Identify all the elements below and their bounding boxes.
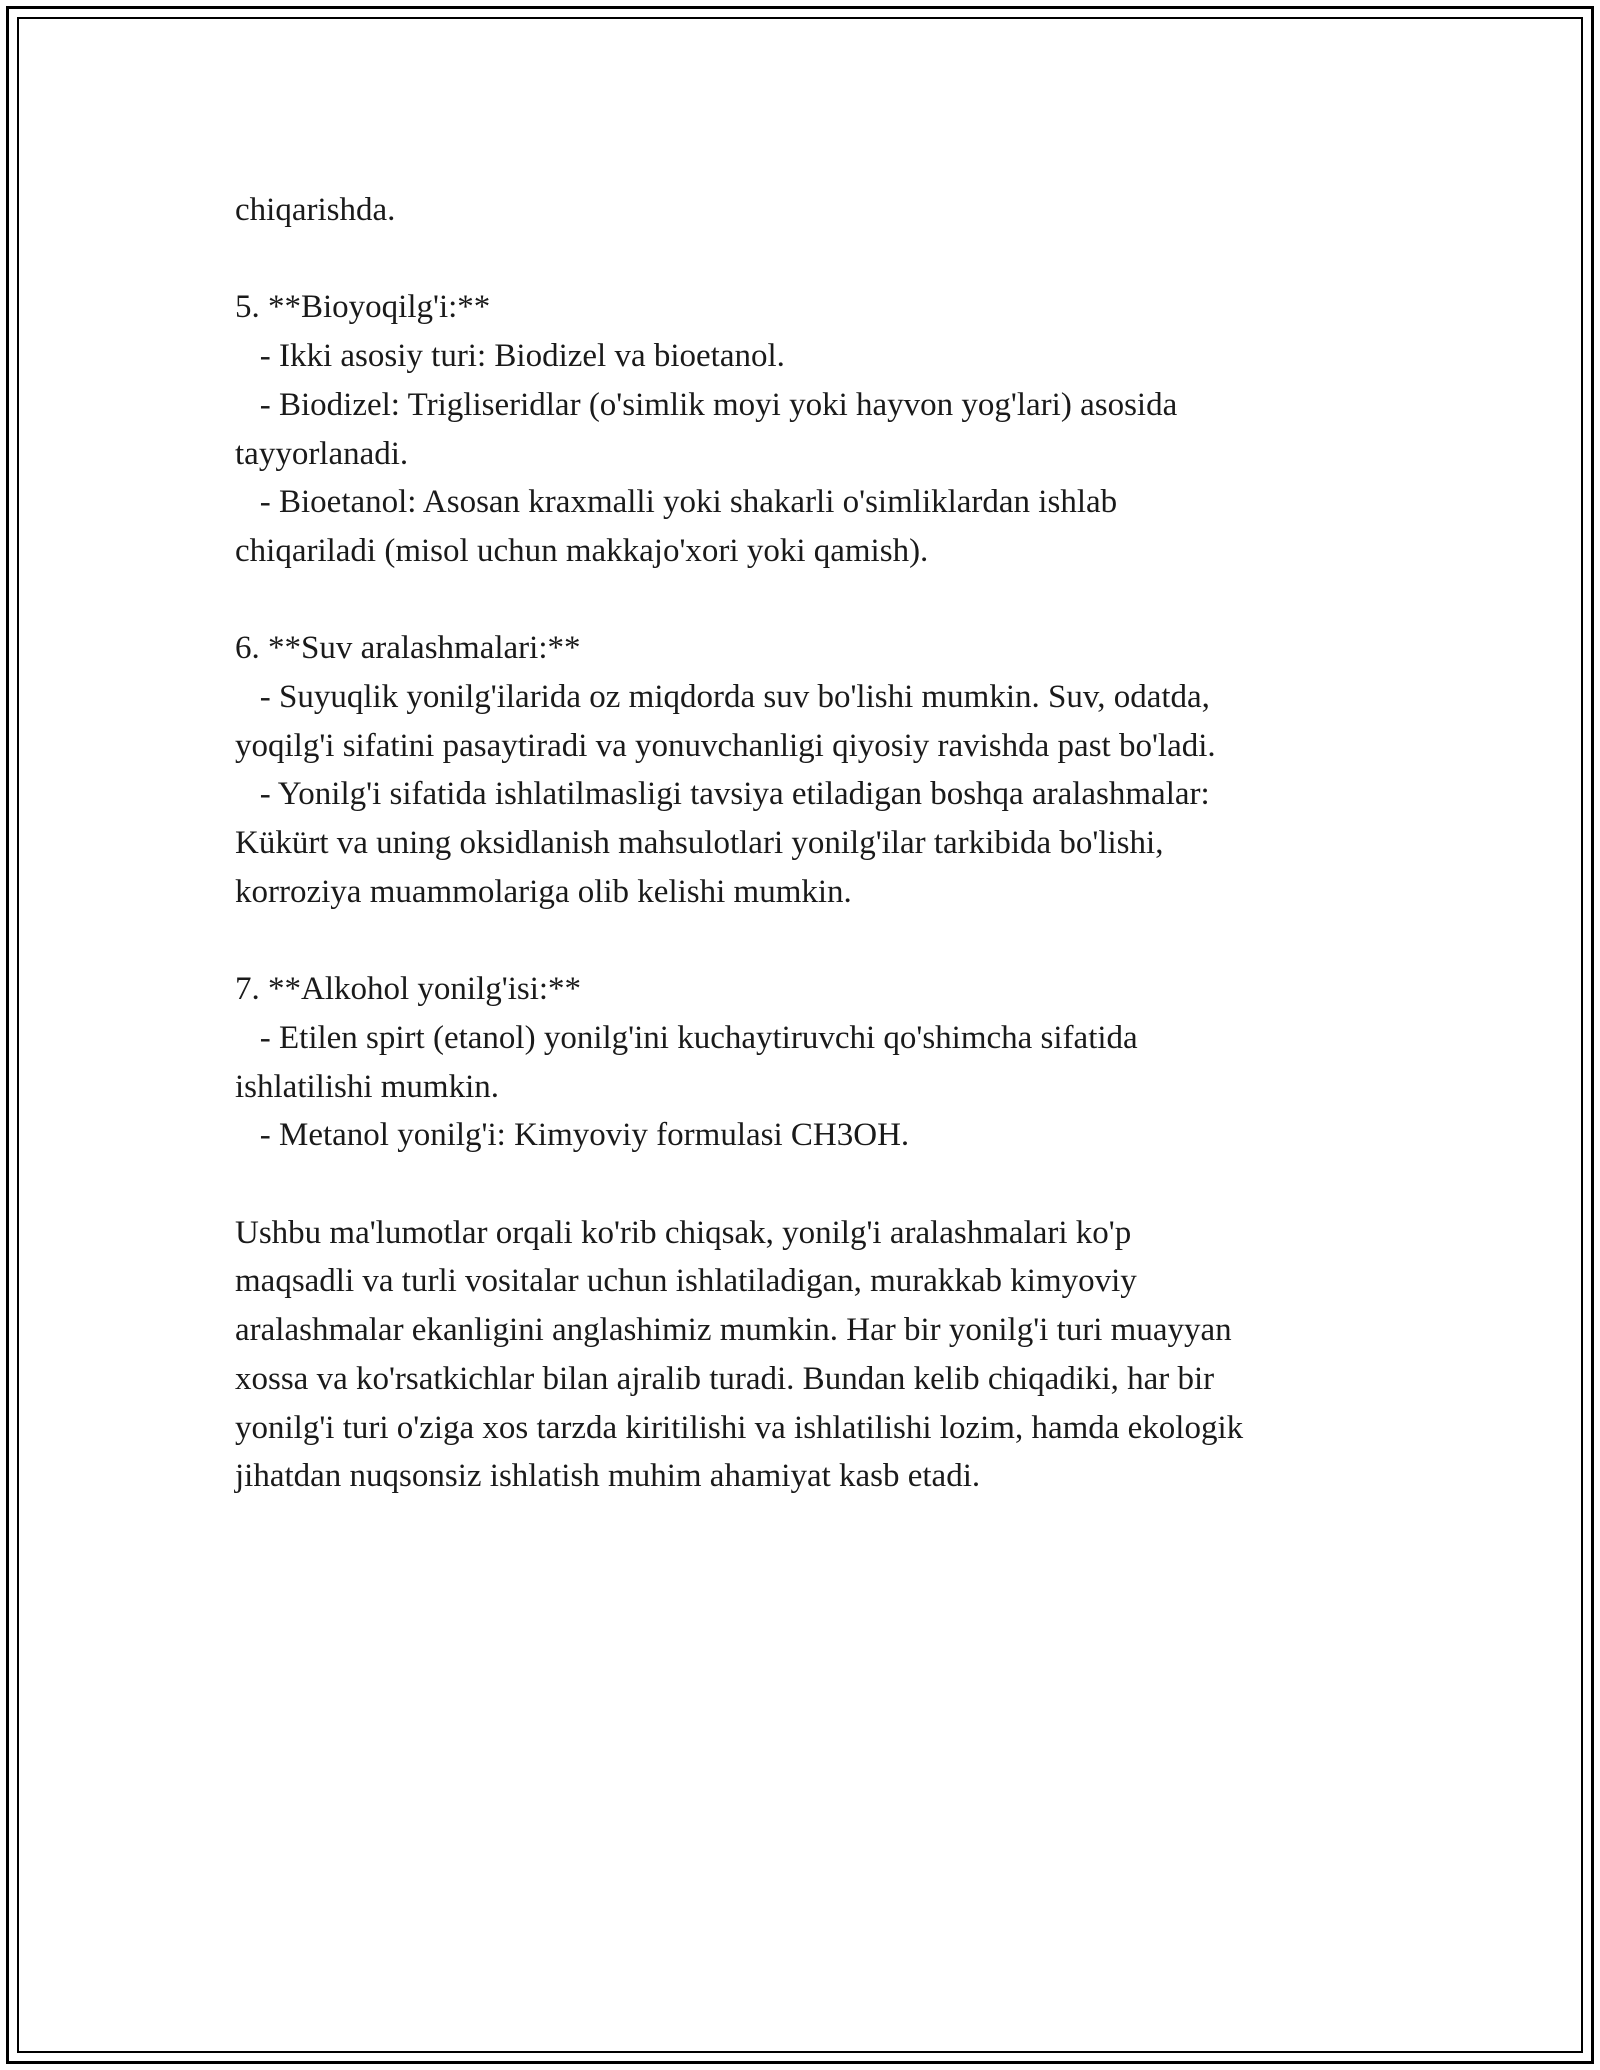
conclusion-line: Ushbu ma'lumotlar orqali ko'rib chiqsak, yonilg'i aralashmalari ko'p: [235, 1214, 1132, 1251]
section-line: - Biodizel: Trigliseridlar (o'simlik moyi yoki hayvon yog'lari) asosida: [235, 386, 1178, 423]
section-alkohol-yonilgisi: [235, 965, 1385, 1160]
intro-tail-line: chiqarishda.: [235, 192, 396, 228]
paragraph-gap: [235, 576, 1385, 625]
section-line: - Bioetanol: Asosan kraxmalli yoki shakarli o'simliklardan ishlab: [235, 484, 1118, 521]
paragraph-gap: [235, 1160, 1385, 1209]
section-bioyoqilgi: [235, 283, 1385, 575]
conclusion-line: yonilg'i turi o'ziga xos tarzda kiritilishi va ishlatilishi lozim, hamda ekologik: [235, 1409, 1244, 1446]
section-line: Kükürt va uning oksidlanish mahsulotlari yonilg'ilar tarkibida bo'lishi,: [235, 825, 1164, 862]
conclusion-line: aralashmalar ekanligini anglashimiz mumkin. Har bir yonilg'i turi muayyan: [235, 1312, 1232, 1349]
section-suv-aralashmalari: [235, 624, 1385, 916]
section-line: - Etilen spirt (etanol) yonilg'ini kuchaytiruvchi qo'shimcha sifatida: [235, 1019, 1138, 1056]
conclusion-line: maqsadli va turli vositalar uchun ishlatiladigan, murakkab kimyoviy: [235, 1263, 1137, 1300]
section-line: - Ikki asosiy turi: Biodizel va bioetanol.: [235, 338, 785, 375]
section-line: yoqilg'i sifatini pasaytiradi va yonuvchanligi qiyosiy ravishda past bo'ladi.: [235, 727, 1216, 764]
paragraph-gap: [235, 917, 1385, 966]
document-body: [235, 186, 1385, 1501]
paragraph-gap: [235, 235, 1385, 284]
section-line: - Metanol yonilg'i: Kimyoviy formulasi CH3OH.: [235, 1117, 910, 1154]
conclusion-paragraph: [235, 1209, 1385, 1501]
section-heading: 5. **Bioyoqilg'i:**: [235, 289, 491, 326]
section-line: ishlatilishi mumkin.: [235, 1068, 500, 1105]
section-line: - Yonilg'i sifatida ishlatilmasligi tavsiya etiladigan boshqa aralashmalar:: [235, 776, 1210, 813]
section-line: korroziya muammolariga olib kelishi mumkin.: [235, 873, 852, 910]
section-heading: 6. **Suv aralashmalari:**: [235, 630, 581, 667]
section-heading: 7. **Alkohol yonilg'isi:**: [235, 971, 582, 1008]
conclusion-line: jihatdan nuqsonsiz ishlatish muhim ahamiyat kasb etadi.: [235, 1458, 981, 1495]
section-line: - Suyuqlik yonilg'ilarida oz miqdorda suv bo'lishi mumkin. Suv, odatda,: [235, 679, 1210, 715]
section-line: tayyorlanadi.: [235, 435, 409, 472]
section-line: chiqariladi (misol uchun makkajo'xori yoki qamish).: [235, 532, 929, 569]
conclusion-line: xossa va ko'rsatkichlar bilan ajralib turadi. Bundan kelib chiqadiki, har bir: [235, 1360, 1215, 1397]
